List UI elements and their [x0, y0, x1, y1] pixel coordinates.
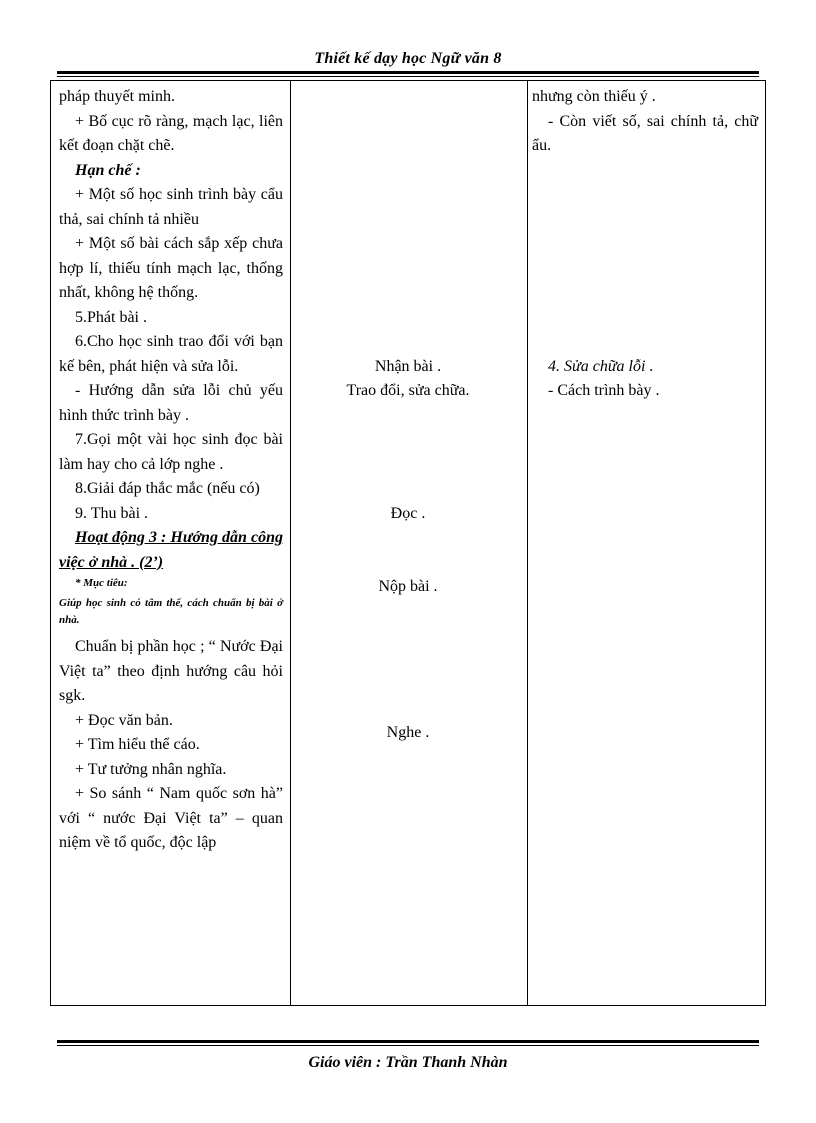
- cell-text: + Đọc văn bản.: [75, 711, 173, 729]
- activity-3-heading: Hoạt động 3 : Hướng dẫn công việc ở nhà . (2’): [59, 529, 283, 571]
- cell-text: - Hướng dẫn sửa lỗi chủ yếu hình thức trình bày .: [59, 382, 283, 424]
- cell-text: Nghe .: [386, 724, 430, 741]
- cell-text: Nộp bài .: [378, 578, 438, 595]
- cell-text: 5.Phát bài .: [75, 308, 147, 326]
- limitations-heading: Hạn chế :: [75, 161, 141, 179]
- cell-text: - Còn viết số, sai chính tả, chữ ẩu.: [532, 112, 758, 154]
- cell-text: + Tư tưởng nhân nghĩa.: [75, 760, 227, 778]
- footer-rule-thin: [57, 1045, 759, 1046]
- column-divider-2: [527, 81, 528, 1005]
- cell-text: + Một số học sinh trình bày cẩu thả, sai chính tả nhiều: [59, 186, 283, 228]
- cell-text: Nhận bài .: [374, 358, 442, 375]
- footer-rule-thick: [57, 1040, 759, 1043]
- cell-text: - Cách trình bày .: [548, 382, 660, 399]
- cell-text: + Bố cục rõ ràng, mạch lạc, liên kết đoạn chặt chẽ.: [59, 112, 283, 154]
- objective-label: * Mục tiêu:: [75, 577, 128, 589]
- objective-text: Giúp học sinh có tâm thế, cách chuẩn bị bài ở nhà.: [59, 597, 283, 626]
- cell-text: Trao đổi, sửa chữa.: [346, 382, 470, 399]
- cell-text: Đọc .: [390, 505, 426, 522]
- cell-text: 9. Thu bài .: [75, 504, 149, 522]
- page-footer-title: Giáo viên : Trần Thanh Nhàn: [308, 1054, 508, 1071]
- cell-text: 6.Cho học sinh trao đổi với bạn kế bên, phát hiện và sửa lỗi.: [59, 333, 283, 375]
- header-rule-thick: [57, 71, 759, 74]
- page-header-title: Thiết kế dạy học Ngữ văn 8: [314, 50, 502, 67]
- content-column: [532, 85, 758, 399]
- column-divider-1: [290, 81, 291, 1005]
- cell-text: pháp thuyết minh.: [59, 88, 175, 105]
- cell-text: 8.Giải đáp thắc mắc (nếu có): [75, 480, 260, 497]
- cell-text: + Tìm hiểu thể cáo.: [75, 736, 200, 753]
- header-rule-thin: [57, 76, 759, 77]
- cell-text: 7.Gọi một vài học sinh đọc bài làm hay cho cả lớp nghe .: [59, 431, 283, 473]
- cell-text: Chuẩn bị phần học ; “ Nước Đại Việt ta” theo định hướng câu hỏi sgk.: [59, 638, 283, 704]
- cell-text: + Một số bài cách sắp xếp chưa hợp lí, thiếu tính mạch lạc, thống nhất, không hệ thống.: [59, 235, 283, 301]
- cell-text: + So sánh “ Nam quốc sơn hà” với “ nước Đại Việt ta” – quan niệm về tổ quốc, độc lập: [59, 785, 283, 851]
- fix-errors-heading: 4. Sửa chữa lỗi .: [548, 358, 654, 375]
- cell-text: nhưng còn thiếu ý .: [532, 88, 656, 105]
- teacher-activity-column: [59, 85, 283, 856]
